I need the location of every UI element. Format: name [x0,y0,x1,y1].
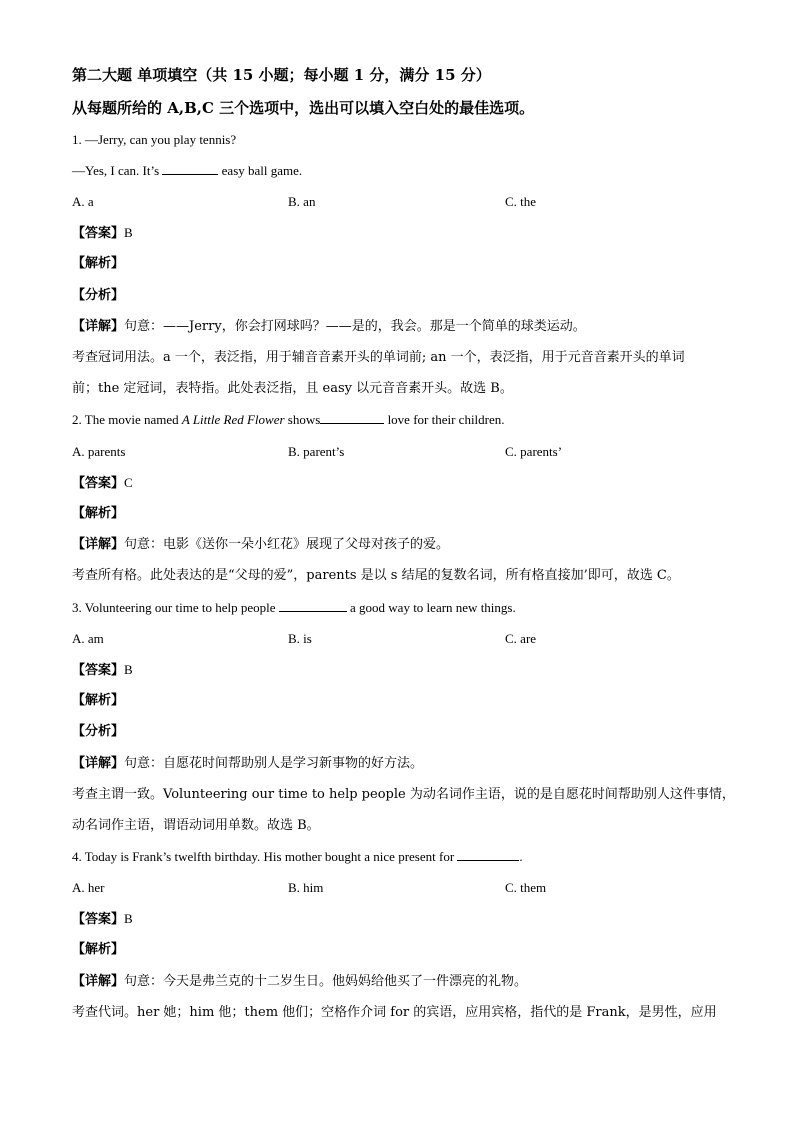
detail-label: 【详解】 [72,974,125,989]
q3-explanation-2: 动名词作主语，谓语动词用单数。故选 B。 [72,818,320,833]
q1-explanation-2: 前；the 定冠词，表特指。此处表泛指，且 easy 以元音音素开头。故选 B。 [72,381,513,396]
answer-label: 【答案】 [72,663,125,678]
q3-fenxi-label: 【分析】 [72,724,125,739]
q2-stem [72,411,505,429]
q4-answer [72,910,133,929]
q1-stem-part-a: —Yes, I can. It’s [72,163,163,178]
q4-stem-part-a: 4. Today is Frank’s twelfth birthday. His mother bought a nice present for [72,849,458,864]
q2-movie-title: A Little Red Flower [181,412,285,427]
q2-option-b: B. parent’s [288,444,345,459]
q3-blank [279,599,347,612]
q1-analysis-label: 【解析】 [72,256,125,271]
q4-option-a: A. her [72,880,105,895]
q1-answer [72,224,133,243]
q3-stem-part-b: a good way to learn new things. [346,600,516,615]
q3-stem [72,599,516,617]
q2-blank [320,411,384,424]
q2-stem-part-a: 2. The movie named [72,412,182,427]
q4-stem [72,848,523,866]
q3-explanation-1: 考查主谓一致。Volunteering our time to help people 为动名词作主语，说的是自愿花时间帮助别人这件事情， [72,787,735,802]
answer-label: 【答案】 [72,912,125,927]
q1-answer-value: B [124,225,133,240]
q2-answer [72,474,133,493]
q1-detail-text: 句意：——Jerry，你会打网球吗？——是的，我会。那是一个简单的球类运动。 [124,319,586,334]
q2-explanation-1: 考查所有格。此处表达的是“父母的爱”，parents 是以 s 结尾的复数名词，所有格直接加’即可，故选 C。 [72,568,680,583]
detail-label: 【详解】 [72,537,125,552]
q4-option-b: B. him [288,880,324,895]
detail-label: 【详解】 [72,319,125,334]
q2-detail [72,536,449,554]
q3-option-a: A. am [72,631,104,646]
q2-option-c: C. parents’ [505,444,563,459]
q3-stem-part-a: 3. Volunteering our time to help people [72,600,279,615]
q4-explanation-1: 考查代词。her 她；him 他；them 他们；空格作介词 for 的宾语，应用宾格，指代的是 Frank，是男性，应用 [72,1005,717,1020]
q1-stem: 1. —Jerry, can you play tennis? [72,132,237,147]
q1-option-a: A. a [72,194,94,209]
answer-label: 【答案】 [72,476,125,491]
q1-explanation-1: 考查冠词用法。a 一个，表泛指，用于辅音音素开头的单词前; an 一个，表泛指，用于元音音素开头的单词 [72,350,685,365]
section-instruction: 从每题所给的 A,B,C 三个选项中，选出可以填入空白处的最佳选项。 [72,99,535,117]
q2-option-a: A. parents [72,444,126,459]
q1-option-b: B. an [288,194,316,209]
q3-detail-text: 句意：自愿花时间帮助别人是学习新事物的好方法。 [124,756,424,771]
answer-label: 【答案】 [72,226,125,241]
q1-blank [162,162,218,175]
q3-analysis-label: 【解析】 [72,693,125,708]
q4-blank [457,848,519,861]
q2-answer-value: C [124,475,133,490]
q2-stem-part-b: shows [284,412,321,427]
q1-stem-line2 [72,162,302,180]
q3-answer-value: B [124,662,133,677]
q2-analysis-label: 【解析】 [72,506,125,521]
q4-answer-value: B [124,911,133,926]
q4-option-c: C. them [505,880,547,895]
q1-stem-part-b: easy ball game. [218,163,303,178]
q4-detail-text: 句意：今天是弗兰克的十二岁生日。他妈妈给他买了一件漂亮的礼物。 [124,974,528,989]
q1-fenxi-label: 【分析】 [72,288,125,303]
q2-detail-text: 句意：电影《送你一朵小红花》展现了父母对孩子的爱。 [124,537,450,552]
q4-detail [72,973,527,991]
q3-option-c: C. are [505,631,537,646]
q4-analysis-label: 【解析】 [72,942,125,957]
q3-detail [72,755,423,773]
q2-stem-part-c: love for their children. [384,412,505,427]
detail-label: 【详解】 [72,756,125,771]
q1-detail [72,318,586,336]
q3-answer [72,661,133,680]
q4-stem-part-b: . [519,849,523,864]
q3-option-b: B. is [288,631,312,646]
section-title: 第二大题 单项填空（共 15 小题；每小题 1 分，满分 15 分） [72,66,491,84]
q1-option-c: C. the [505,194,537,209]
